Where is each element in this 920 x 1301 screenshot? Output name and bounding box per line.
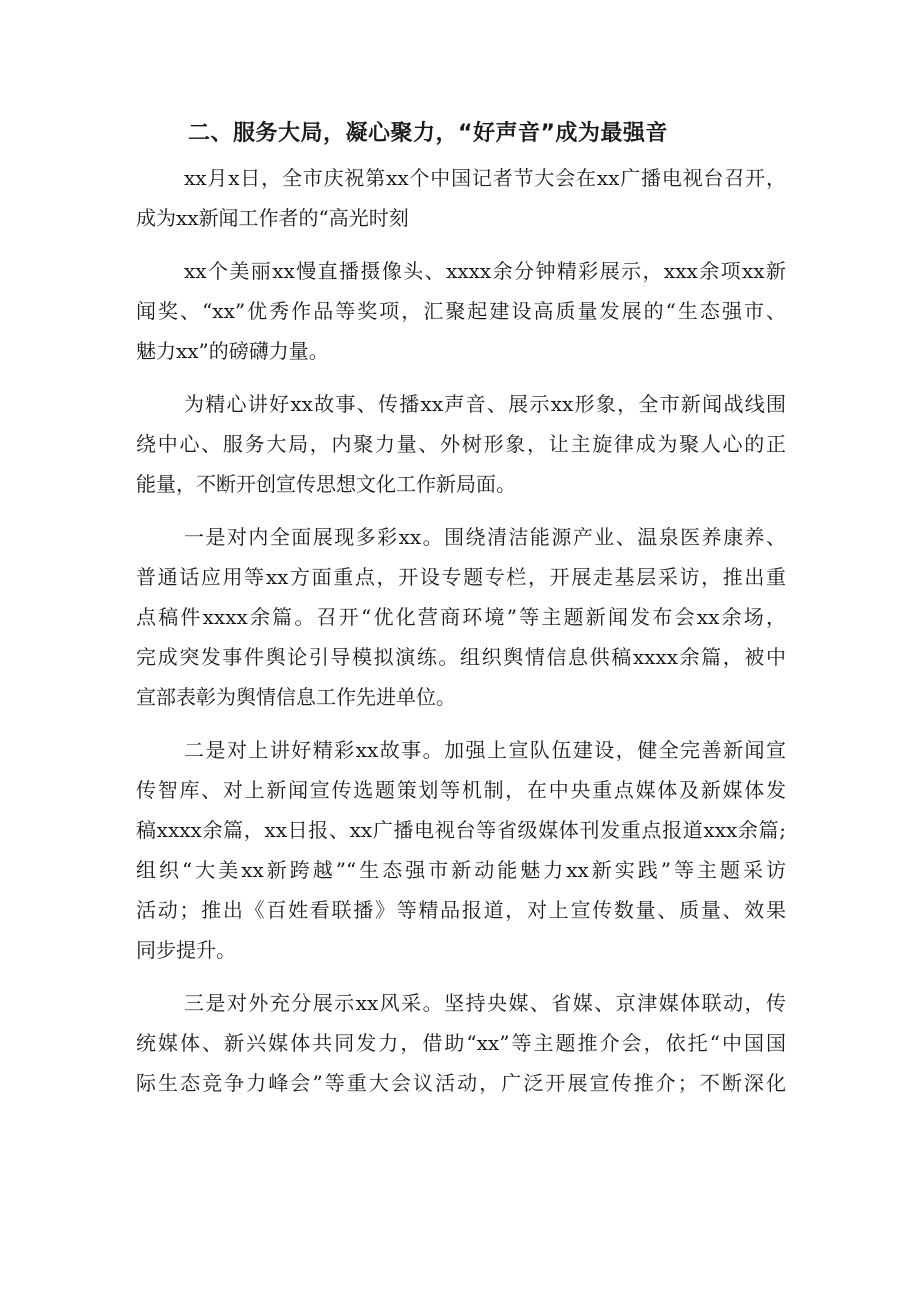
paragraph-line: 普通话应用等xx方面重点，开设专题专栏，开展走基层采访，推出重 [136, 565, 786, 589]
paragraph-line: 传智库、对上新闻宣传选题策划等机制，在中央重点媒体及新媒体发 [136, 778, 786, 802]
paragraph-line: 一是对内全面展现多彩xx。围绕清洁能源产业、温泉医养康养、 [184, 525, 786, 549]
paragraph-line: 二是对上讲好精彩xx故事。加强上宣队伍建设，健全完善新闻宣 [184, 738, 786, 762]
paragraph-line: 活动；推出《百姓看联播》等精品报道，对上宣传数量、质量、效果 [136, 898, 786, 922]
section-heading: 二、服务大局，凝心聚力，“好声音”成为最强音 [188, 121, 668, 146]
paragraph-line: 同步提升。 [136, 938, 236, 962]
paragraph [136, 983, 786, 1103]
paragraph-line: 完成突发事件舆论引导模拟演练。组织舆情信息供稿xxxx余篇，被中 [136, 645, 786, 669]
paragraph-line: 绕中心、服务大局，内聚力量、外树形象，让主旋律成为聚人心的正 [136, 432, 786, 456]
paragraph-line: 成为xx新闻工作者的“高光时刻 [136, 206, 409, 230]
paragraph-line: 统媒体、新兴媒体共同发力，借助“xx”等主题推介会，依托“中国国 [136, 1031, 786, 1055]
paragraph [136, 517, 786, 717]
paragraph-line: 三是对外充分展示xx风采。坚持央媒、省媒、京津媒体联动，传 [184, 991, 786, 1015]
paragraph-line: 际生态竞争力峰会”等重大会议活动，广泛开展宣传推介；不断深化 [136, 1071, 786, 1095]
document-body [136, 158, 786, 1116]
paragraph [136, 251, 786, 371]
paragraph-line: xx个美丽xx慢直播摄像头、xxxx余分钟精彩展示，xxx余项xx新 [184, 259, 786, 283]
paragraph-line: 能量，不断开创宣传思想文化工作新局面。 [136, 472, 516, 496]
paragraph-line: 魅力xx”的磅礴力量。 [136, 339, 329, 363]
paragraph [136, 384, 786, 504]
paragraph-line: 宣部表彰为舆情信息工作先进单位。 [136, 685, 456, 709]
paragraph-line: 为精心讲好xx故事、传播xx声音、展示xx形象，全市新闻战线围 [184, 392, 786, 416]
paragraph-line: 稿xxxx余篇，xx日报、xx广播电视台等省级媒体刊发重点报道xxx余篇; [136, 818, 786, 842]
paragraph-line: xx月x日，全市庆祝第xx个中国记者节大会在xx广播电视台召开， [184, 166, 786, 190]
paragraph-line: 闻奖、“xx”优秀作品等奖项，汇聚起建设高质量发展的“生态强市、 [136, 299, 786, 323]
paragraph-line: 组织“大美xx新跨越”“生态强市新动能魅力xx新实践”等主题采访 [136, 858, 786, 882]
paragraph [136, 158, 786, 238]
paragraph [136, 730, 786, 970]
paragraph-line: 点稿件xxxx余篇。召开“优化营商环境”等主题新闻发布会xx余场， [136, 605, 786, 629]
